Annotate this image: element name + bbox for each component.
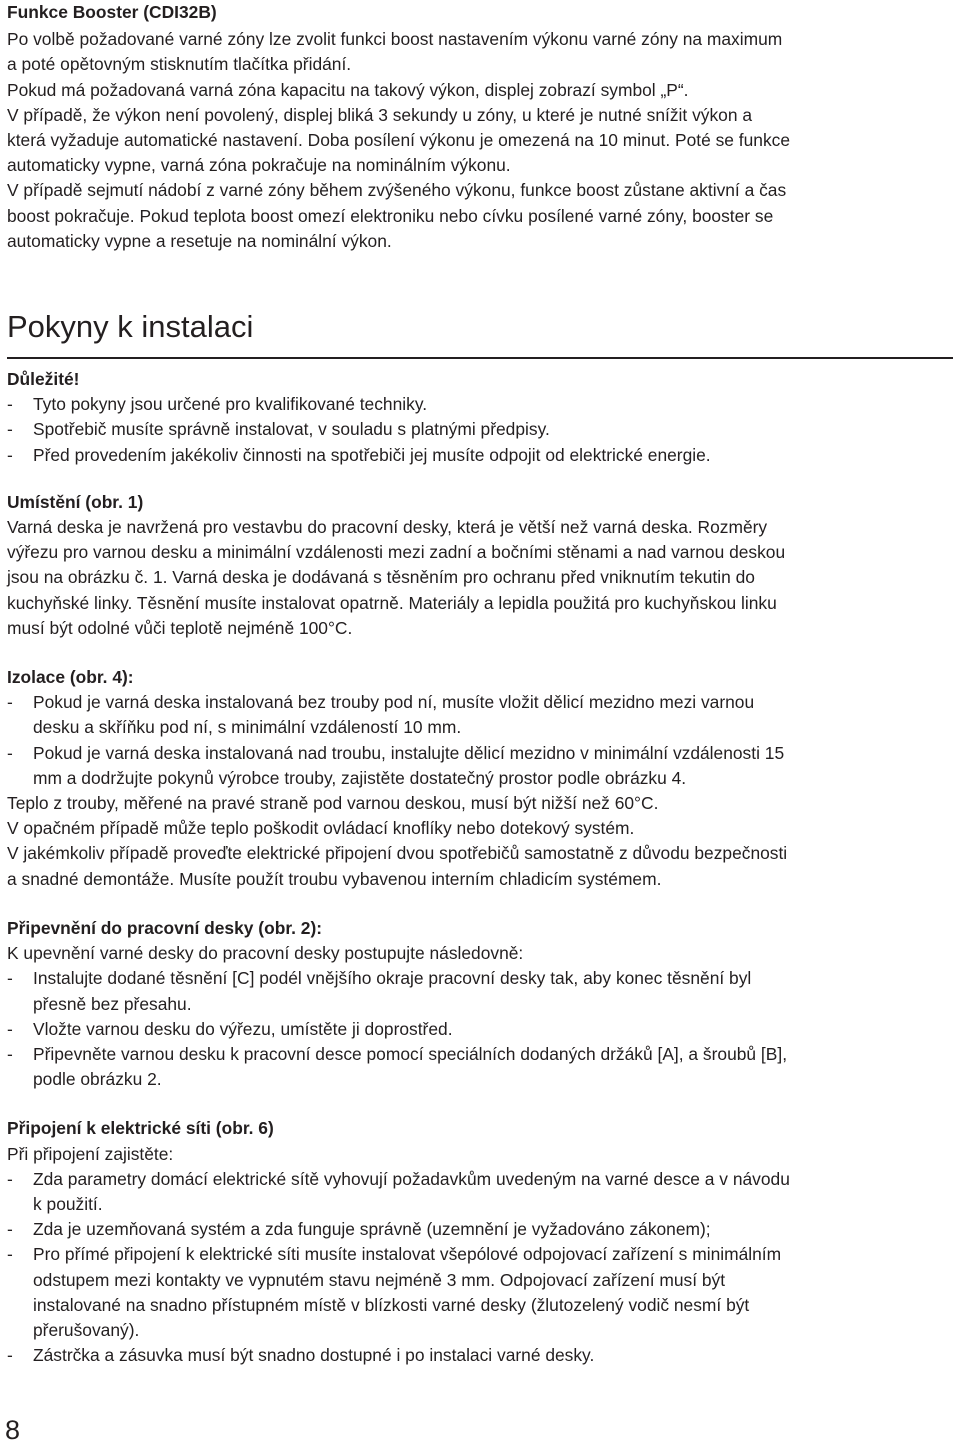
fixing-section xyxy=(7,916,953,1092)
placement-heading: Umístění (obr. 1) xyxy=(7,491,144,512)
text-line: která vyžaduje automatické nastavení. Doba posílení výkonu je omezená na 10 minut. Poté se funkce xyxy=(7,130,791,151)
text-line: V opačném případě může teplo poškodit ovládací knoflíky nebo dotekový systém. xyxy=(7,818,635,839)
text-line: - Zda parametry domácí elektrické sítě vyhovují požadavkům uvedeným na varné desce a v návodu xyxy=(33,1168,790,1189)
electrical-intro: Při připojení zajistěte: xyxy=(7,1143,174,1164)
text-line: Teplo z trouby, měřené na pravé straně pod varnou deskou, musí být nižší než 60°C. xyxy=(7,793,659,814)
fixing-heading: Připevnění do pracovní desky (obr. 2): xyxy=(7,917,323,938)
text-line: k použití. xyxy=(33,1193,103,1214)
list-item xyxy=(7,966,953,1016)
electrical-list xyxy=(7,1167,953,1369)
fixing-list xyxy=(7,966,953,1092)
booster-text xyxy=(7,27,953,254)
text-line: Varná deska je navržená pro vestavbu do pracovní desky, která je větší než varná deska. Rozměry xyxy=(7,517,768,538)
booster-heading: Funkce Booster (CDI32B) xyxy=(7,2,217,22)
text-line: V jakémkoliv případě proveďte elektrické připojení dvou spotřebičů samostatně z důvodu bezpečnosti xyxy=(7,843,788,864)
electrical-section xyxy=(7,1116,953,1368)
page-number: 8 xyxy=(5,1415,21,1445)
text-line: - Zda je uzemňovaná systém a zda funguje správně (uzemnění je vyžadováno zákonem); xyxy=(33,1219,711,1240)
text-line: a snadné demontáže. Musíte použít troubu vybavenou interním chladicím systémem. xyxy=(7,868,662,889)
text-line: - Instalujte dodané těsnění [C] podél vnějšího okraje pracovní desky tak, aby konec těsnění byl xyxy=(33,968,752,989)
list-item xyxy=(7,1167,953,1217)
list-item xyxy=(7,1042,953,1092)
text-line: Po volbě požadované varné zóny lze zvolit funkci boost nastavením výkonu varné zóny na maximum xyxy=(7,29,783,50)
fixing-intro: K upevnění varné desky do pracovní desky postupujte následovně: xyxy=(7,943,524,964)
text-line: přerušovaný). xyxy=(33,1319,140,1340)
important-list xyxy=(7,392,953,468)
insulation-list xyxy=(7,690,953,791)
list-item: - Tyto pokyny jsou určené pro kvalifikované techniky. xyxy=(7,392,953,417)
insulation-section xyxy=(7,665,953,892)
placement-section xyxy=(7,490,953,641)
text-line: mm a dodržujte pokynů výrobce trouby, zajistěte dostatečný prostor podle obrázku 4. xyxy=(33,767,687,788)
section-title: Pokyny k instalaci xyxy=(7,307,953,359)
text-line: instalované na snadno přístupném místě v blízkosti varné desky (žlutozelený vodič nesmí být xyxy=(33,1294,750,1315)
document-page xyxy=(7,0,953,1368)
text-line: V případě, že výkon není povolený, displej bliká 3 sekundy u zóny, u které je nutné snížit výkon a xyxy=(7,104,753,125)
text-line: desku a skříňku pod ní, s minimální vzdáleností 10 mm. xyxy=(33,717,462,738)
text-line: - Pokud je varná deska instalovaná nad troubu, instalujte dělicí mezidno v minimální vzdálenosti 15 xyxy=(33,742,785,763)
important-section xyxy=(7,367,953,468)
text-line: podle obrázku 2. xyxy=(33,1069,162,1090)
text-line: automaticky vypne, varná zóna pokračuje na nominálním výkonu. xyxy=(7,155,511,176)
text-line: výřezu pro varnou desku a minimální vzdálenosti mezi zadní a bočními stěnami a nad varnou deskou xyxy=(7,542,786,563)
text-line: V případě sejmutí nádobí z varné zóny během zvýšeného výkonu, funkce boost zůstane aktivní a čas xyxy=(7,180,787,201)
text-line: Pokud má požadovaná varná zóna kapacitu na takový výkon, displej zobrazí symbol „P“. xyxy=(7,79,689,100)
text-line: - Připevněte varnou desku k pracovní desce pomocí speciálních dodaných držáků [A], a šroubů [B], xyxy=(33,1043,788,1064)
text-line: kuchyňské linky. Těsnění musíte instalovat opatrně. Materiály a lepidla použitá pro kuchyňskou linku xyxy=(7,592,777,613)
text-line: přesně bez přesahu. xyxy=(33,993,192,1014)
text-line: - Vložte varnou desku do výřezu, umístěte ji doprostřed. xyxy=(33,1018,453,1039)
list-item xyxy=(7,1017,953,1042)
list-item: - Před provedením jakékoliv činnosti na spotřebiči jej musíte odpojit od elektrické energie. xyxy=(7,443,953,468)
text-line: automaticky vypne a resetuje na nominální výkon. xyxy=(7,230,392,251)
list-item: - Spotřebič musíte správně instalovat, v souladu s platnými předpisy. xyxy=(7,417,953,442)
list-item xyxy=(7,690,953,740)
text-line: - Pro přímé připojení k elektrické síti musíte instalovat všepólové odpojovací zařízení s minimálním xyxy=(33,1244,782,1265)
text-line: a poté opětovným stisknutím tlačítka přidání. xyxy=(7,54,352,75)
text-line: jsou na obrázku č. 1. Varná deska je dodávaná s těsněním pro ochranu před vniknutím tekutin do xyxy=(7,567,755,588)
insulation-heading: Izolace (obr. 4): xyxy=(7,667,134,688)
text-line: odstupem mezi kontakty ve vypnutém stavu nejméně 3 mm. Odpojovací zařízení musí být xyxy=(33,1269,726,1290)
list-item xyxy=(7,741,953,791)
list-item xyxy=(7,1242,953,1343)
important-heading: Důležité! xyxy=(7,369,80,390)
list-item xyxy=(7,1217,953,1242)
text-line: - Zástrčka a zásuvka musí být snadno dostupné i po instalaci varné desky. xyxy=(33,1345,595,1366)
text-line: - Pokud je varná deska instalovaná bez trouby pod ní, musíte vložit dělicí mezidno mezi varnou xyxy=(33,692,755,713)
list-item xyxy=(7,1343,953,1368)
text-line: boost pokračuje. Pokud teplota boost omezí elektroniku nebo cívku posílené varné zóny, booster se xyxy=(7,205,774,226)
electrical-heading: Připojení k elektrické síti (obr. 6) xyxy=(7,1118,274,1139)
text-line: musí být odolné vůči teplotě nejméně 100°C. xyxy=(7,617,353,638)
